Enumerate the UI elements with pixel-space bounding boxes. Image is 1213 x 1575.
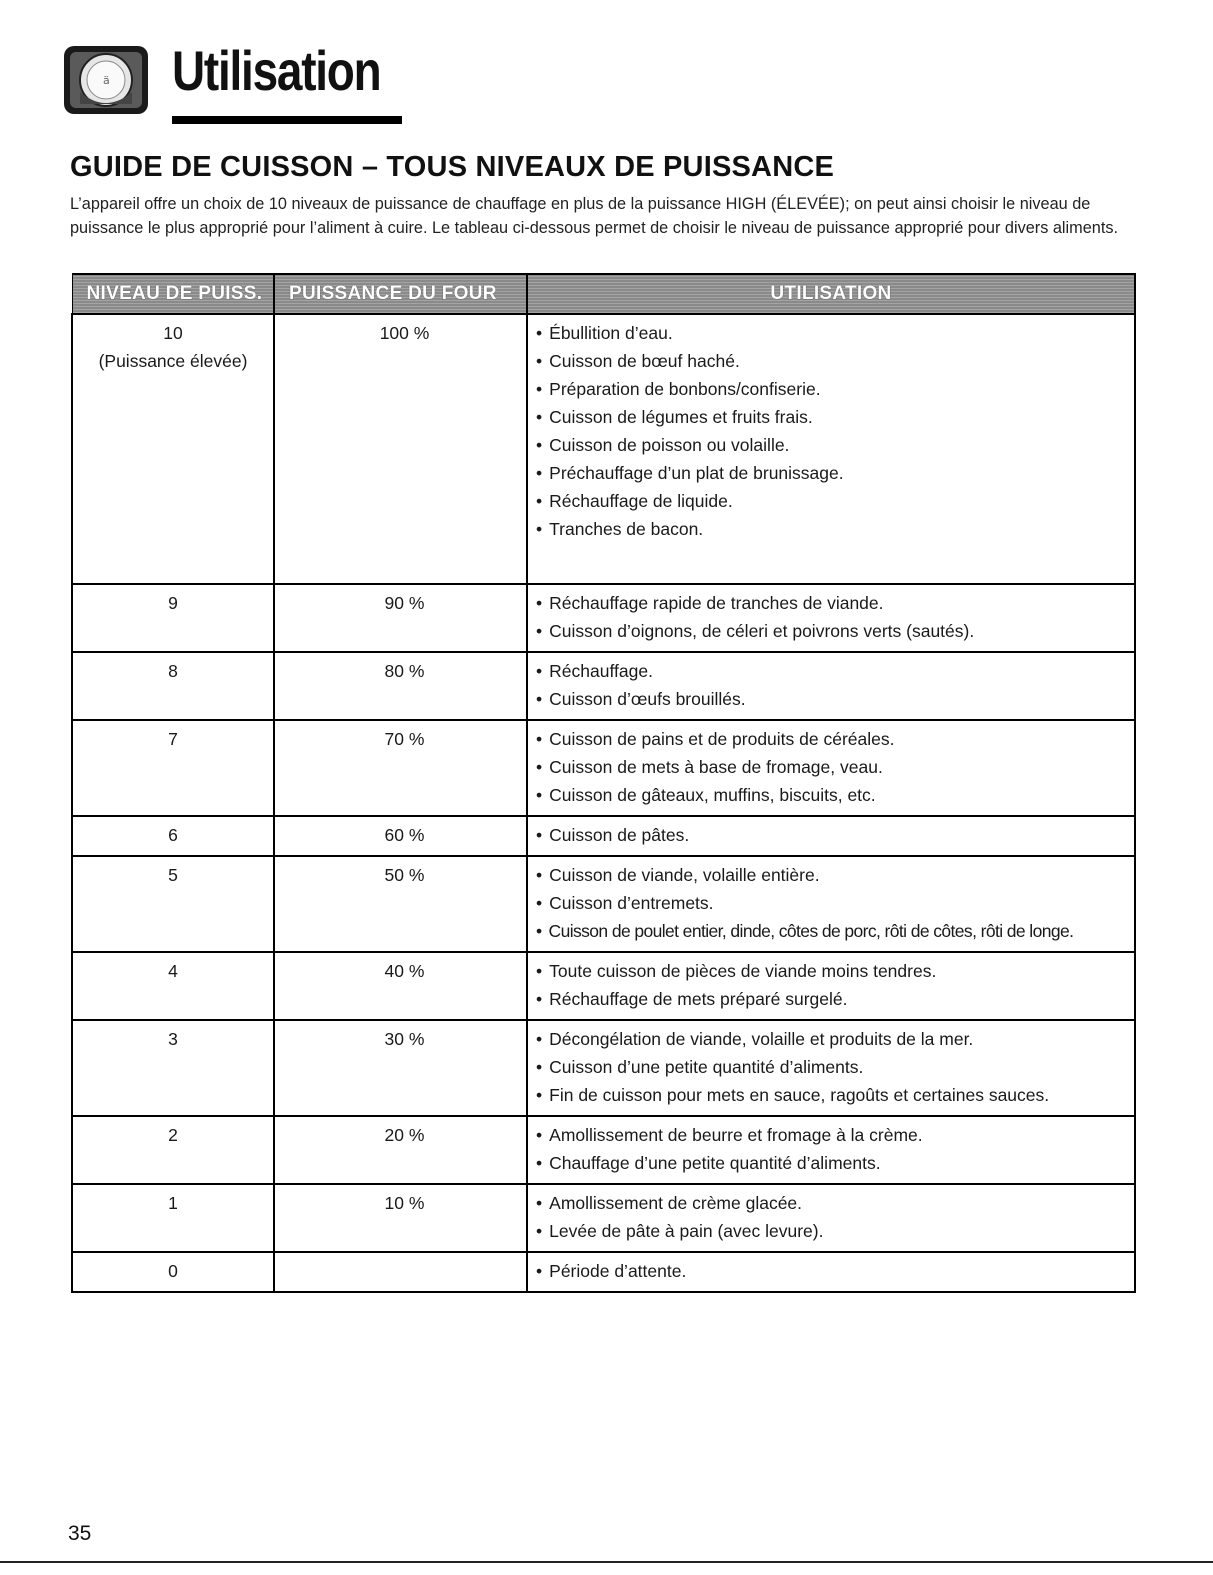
power-level-value: 6 bbox=[168, 825, 178, 845]
usage-list bbox=[536, 861, 1130, 945]
usage-item: • Levée de pâte à pain (avec levure). bbox=[536, 1217, 1130, 1245]
oven-power-value: 100 % bbox=[379, 323, 430, 343]
usage-item: • Cuisson d’oignons, de céleri et poivrons verts (sautés). bbox=[536, 617, 1130, 645]
usage-item: • Cuisson de poisson ou volaille. bbox=[536, 431, 1130, 459]
page-number: 35 bbox=[68, 1522, 92, 1545]
microwave-dial-icon bbox=[62, 44, 150, 116]
intro-paragraph: L’appareil offre un choix de 10 niveaux de puissance de chauffage en plus de la puissance HIGH (ÉLEVÉE); on peut ainsi choisir le niveau de puissance le plus approprié pour l’aliment à cuire. Le tableau ci-dessous permet de choisir le niveau de puissance approprié pour divers aliments. bbox=[70, 195, 1119, 237]
power-level-cell bbox=[72, 816, 274, 856]
power-level-table bbox=[71, 273, 1136, 1293]
table-row bbox=[72, 314, 1135, 584]
oven-power-cell bbox=[274, 952, 527, 1020]
oven-power-cell bbox=[274, 584, 527, 652]
table-row bbox=[72, 1252, 1135, 1292]
page-title: Utilisation bbox=[172, 39, 381, 102]
usage-item: • Ébullition d’eau. bbox=[536, 319, 1130, 347]
oven-power-value: 90 % bbox=[384, 593, 425, 613]
usage-list bbox=[536, 1121, 1130, 1177]
power-level-value: 8 bbox=[168, 661, 178, 681]
usage-cell bbox=[527, 816, 1135, 856]
power-level-value: 3 bbox=[168, 1029, 178, 1049]
table-row bbox=[72, 584, 1135, 652]
table-header-row bbox=[72, 274, 1135, 314]
power-level-cell bbox=[72, 314, 274, 584]
usage-list bbox=[536, 1189, 1130, 1245]
header-power-level: NIVEAU DE PUISS. bbox=[72, 274, 274, 314]
usage-item: • Cuisson de bœuf haché. bbox=[536, 347, 1130, 375]
usage-cell bbox=[527, 720, 1135, 816]
usage-item: • Amollissement de beurre et fromage à la crème. bbox=[536, 1121, 1130, 1149]
usage-item: • Tranches de bacon. bbox=[536, 515, 1130, 543]
oven-power-cell bbox=[274, 1116, 527, 1184]
usage-item: • Réchauffage. bbox=[536, 657, 1130, 685]
usage-cell bbox=[527, 314, 1135, 584]
usage-item: • Cuisson d’entremets. bbox=[536, 889, 1130, 917]
usage-list bbox=[536, 1257, 1130, 1285]
usage-item: • Cuisson d’une petite quantité d’aliments. bbox=[536, 1053, 1130, 1081]
table-row bbox=[72, 652, 1135, 720]
oven-power-value: 10 % bbox=[384, 1193, 425, 1213]
section-heading: GUIDE DE CUISSON – TOUS NIVEAUX DE PUISSANCE bbox=[70, 151, 835, 183]
usage-item: • Réchauffage de liquide. bbox=[536, 487, 1130, 515]
bottom-rule bbox=[0, 1561, 1213, 1563]
usage-list bbox=[536, 657, 1130, 713]
usage-item: • Amollissement de crème glacée. bbox=[536, 1189, 1130, 1217]
oven-power-value: 30 % bbox=[384, 1029, 425, 1049]
power-level-cell bbox=[72, 720, 274, 816]
usage-item: • Cuisson d’œufs brouillés. bbox=[536, 685, 1130, 713]
usage-cell bbox=[527, 652, 1135, 720]
svg-text:ä: ä bbox=[103, 74, 110, 87]
usage-item: • Cuisson de mets à base de fromage, veau. bbox=[536, 753, 1130, 781]
power-level-value: 2 bbox=[168, 1125, 178, 1145]
usage-cell bbox=[527, 1116, 1135, 1184]
power-level-value: 0 bbox=[168, 1261, 178, 1281]
power-level-value: 4 bbox=[168, 961, 178, 981]
usage-item: • Cuisson de poulet entier, dinde, côtes de porc, rôti de côtes, rôti de longe. bbox=[536, 917, 1130, 945]
power-level-cell bbox=[72, 1184, 274, 1252]
usage-item: • Cuisson de viande, volaille entière. bbox=[536, 861, 1130, 889]
usage-cell bbox=[527, 1184, 1135, 1252]
usage-item: • Préparation de bonbons/confiserie. bbox=[536, 375, 1130, 403]
usage-item: • Période d’attente. bbox=[536, 1257, 1130, 1285]
oven-power-cell bbox=[274, 314, 527, 584]
oven-power-cell bbox=[274, 816, 527, 856]
usage-item: • Cuisson de gâteaux, muffins, biscuits, etc. bbox=[536, 781, 1130, 809]
usage-list bbox=[536, 589, 1130, 645]
header-usage: UTILISATION bbox=[527, 274, 1135, 314]
table-row bbox=[72, 952, 1135, 1020]
title-underline bbox=[172, 116, 402, 124]
header-oven-power: PUISSANCE DU FOUR bbox=[274, 274, 527, 314]
oven-power-cell bbox=[274, 720, 527, 816]
oven-power-value: 50 % bbox=[384, 865, 425, 885]
table-row bbox=[72, 1184, 1135, 1252]
power-level-cell bbox=[72, 1020, 274, 1116]
table-row bbox=[72, 816, 1135, 856]
power-level-value: 9 bbox=[168, 593, 178, 613]
usage-cell bbox=[527, 584, 1135, 652]
table-row bbox=[72, 1116, 1135, 1184]
power-level-cell bbox=[72, 1116, 274, 1184]
oven-power-cell bbox=[274, 1184, 527, 1252]
power-level-value: 1 bbox=[168, 1193, 178, 1213]
power-level-value: 7 bbox=[168, 729, 178, 749]
usage-list bbox=[536, 319, 1130, 543]
oven-power-value: 20 % bbox=[384, 1125, 425, 1145]
oven-power-cell bbox=[274, 652, 527, 720]
power-level-value: 10 bbox=[163, 323, 183, 343]
table-row bbox=[72, 720, 1135, 816]
usage-item: • Cuisson de légumes et fruits frais. bbox=[536, 403, 1130, 431]
usage-list bbox=[536, 957, 1130, 1013]
power-level-cell bbox=[72, 856, 274, 952]
table-row bbox=[72, 856, 1135, 952]
power-level-note: (Puissance élevée) bbox=[98, 351, 248, 371]
power-level-cell bbox=[72, 1252, 274, 1292]
usage-item: • Chauffage d’une petite quantité d’aliments. bbox=[536, 1149, 1130, 1177]
usage-item: • Cuisson de pâtes. bbox=[536, 821, 1130, 849]
usage-list bbox=[536, 725, 1130, 809]
table-body bbox=[72, 314, 1135, 1292]
usage-item: • Fin de cuisson pour mets en sauce, ragoûts et certaines sauces. bbox=[536, 1081, 1130, 1109]
power-level-cell bbox=[72, 652, 274, 720]
power-level-cell bbox=[72, 952, 274, 1020]
oven-power-value: 70 % bbox=[384, 729, 425, 749]
usage-cell bbox=[527, 1020, 1135, 1116]
usage-list bbox=[536, 1025, 1130, 1109]
table-row bbox=[72, 1020, 1135, 1116]
oven-power-cell bbox=[274, 1020, 527, 1116]
usage-cell bbox=[527, 952, 1135, 1020]
power-level-value: 5 bbox=[168, 865, 178, 885]
oven-power-value: 60 % bbox=[384, 825, 425, 845]
usage-list bbox=[536, 821, 1130, 849]
oven-power-value: 80 % bbox=[384, 661, 425, 681]
oven-power-cell bbox=[274, 1252, 527, 1292]
usage-item: • Toute cuisson de pièces de viande moins tendres. bbox=[536, 957, 1130, 985]
usage-item: • Préchauffage d’un plat de brunissage. bbox=[536, 459, 1130, 487]
usage-item: • Décongélation de viande, volaille et produits de la mer. bbox=[536, 1025, 1130, 1053]
usage-item: • Réchauffage rapide de tranches de viande. bbox=[536, 589, 1130, 617]
usage-item: • Cuisson de pains et de produits de céréales. bbox=[536, 725, 1130, 753]
oven-power-value: 40 % bbox=[384, 961, 425, 981]
power-level-cell bbox=[72, 584, 274, 652]
usage-cell bbox=[527, 1252, 1135, 1292]
oven-power-cell bbox=[274, 856, 527, 952]
usage-item: • Réchauffage de mets préparé surgelé. bbox=[536, 985, 1130, 1013]
usage-cell bbox=[527, 856, 1135, 952]
